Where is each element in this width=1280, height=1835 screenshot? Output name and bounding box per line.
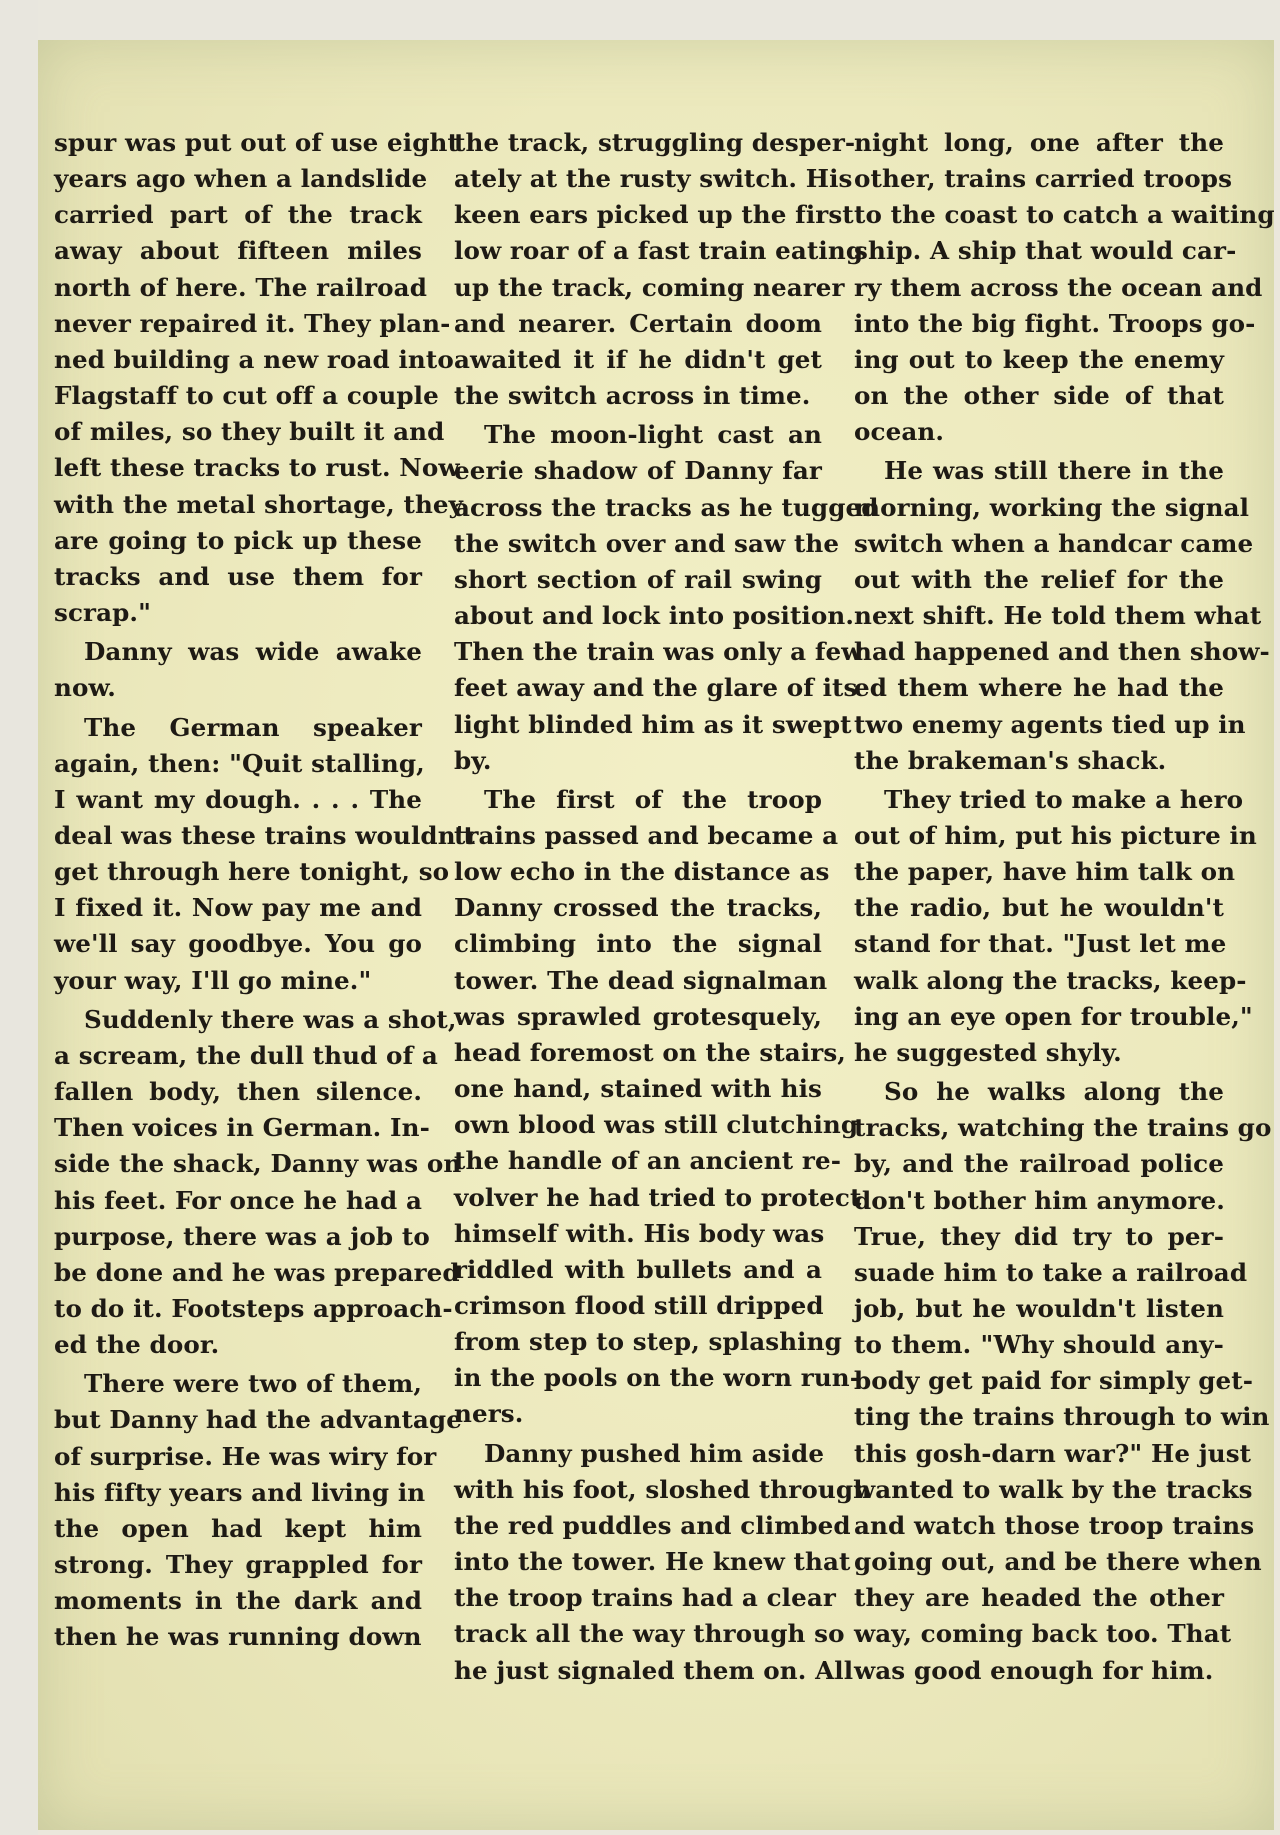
text-line: your way, I'll go mine." [54,965,372,995]
text-line: the track, struggling desper- [454,128,856,157]
text-line: walk along the tracks, keep- [854,965,1247,995]
paragraph [454,782,862,1433]
text-line: So he walks along the [884,1077,1224,1107]
text-line: his fifty years and living in [54,1477,426,1507]
text-line: north of here. The railroad [54,272,428,302]
text-line: the paper, have him talk on [854,857,1236,887]
text-line: keen ears picked up the first [454,200,854,230]
text-line: one hand, stained with his [454,1074,822,1104]
text-line: I want my dough. . . . The [54,784,422,814]
text-line: low roar of a fast train eating [454,236,864,266]
text-line: are going to pick up these [54,525,422,555]
paragraph [854,1074,1272,1689]
text-line: side the shack, Danny was on [54,1149,462,1179]
text-line: this gosh-darn war?" He just [854,1438,1252,1468]
text-line: again, then: "Quit stalling, [54,748,425,778]
text-line: track all the way through so [454,1619,845,1649]
text-line: a scream, the dull thud of a [54,1040,438,1070]
text-line: of surprise. He was wiry for [54,1441,437,1471]
text-line: going out, and be there when [854,1547,1262,1577]
text-line: riddled with bullets and a [454,1254,822,1284]
text-line: the radio, but he wouldn't [854,893,1224,923]
text-line: we'll say goodbye. You go [54,929,422,959]
text-line: the brakeman's shack. [854,745,1167,775]
text-line: with the metal shortage, they [54,489,464,519]
text-line: out with the relief for the [854,564,1224,594]
text-line: switch when a handcar came [854,528,1254,558]
paragraph [54,634,422,706]
text-line: ners. [454,1399,524,1429]
text-line: the red puddles and climbed [454,1510,851,1540]
text-line: away about fifteen miles [54,236,422,266]
text-line: suade him to take a railroad [854,1257,1248,1287]
text-line: low echo in the distance as [454,857,830,887]
text-line: Suddenly there was a shot, [84,1004,457,1034]
text-line: he suggested shyly. [854,1037,1122,1067]
paragraph [854,453,1270,778]
text-line: fallen body, then silence. [54,1077,422,1107]
text-line: the open had kept him [54,1513,422,1543]
paragraph [54,125,464,631]
text-line: Danny was wide awake [84,637,422,667]
text-line: to the coast to catch a waiting [854,200,1275,230]
text-line: ed the door. [54,1330,220,1360]
text-line: by. [454,745,492,775]
text-line: from step to step, splashing [454,1327,842,1357]
text-line: way, coming back too. That [854,1619,1232,1649]
text-line: tracks, watching the trains go [854,1113,1272,1143]
text-line: The first of the troop [484,784,822,814]
text-line: don't bother him anymore. [854,1185,1225,1215]
paragraph [454,125,864,414]
text-line: had happened and then show- [854,637,1270,667]
text-line: of miles, so they built it and [54,417,445,447]
text-line: the handle of an ancient re- [454,1146,842,1176]
text-line: and nearer. Certain doom [454,308,822,338]
text-column-1 [54,125,475,1659]
paragraph [454,1436,872,1689]
text-line: ocean. [854,417,945,447]
text-line: spur was put out of use eight [54,128,459,157]
text-line: tower. The dead signalman [454,965,828,995]
paragraph [54,1002,462,1364]
text-line: by, and the railroad police [854,1149,1224,1179]
text-line: volver he had tried to protect [454,1182,862,1212]
text-line: light blinded him as it swept [454,709,852,739]
text-line: They tried to make a hero [884,784,1244,814]
paragraph [854,782,1257,1071]
text-line: Danny pushed him aside [484,1438,825,1468]
text-line: head foremost on the stairs, [454,1037,846,1067]
text-line: I fixed it. Now pay me and [54,893,422,923]
text-line: awaited it if he didn't get [454,344,822,374]
text-line: years ago when a landslide [54,164,428,194]
scan-top-margin [0,0,1280,40]
text-line: but Danny had the advantage [54,1405,462,1435]
text-line: climbing into the signal [454,929,822,959]
text-line: and watch those troop trains [854,1510,1255,1540]
text-line: he just signaled them on. All [454,1655,854,1685]
text-line: out of him, put his picture in [854,820,1257,850]
text-line: to do it. Footsteps approach- [54,1294,453,1323]
text-line: moments in the dark and [54,1586,422,1616]
text-line: Flagstaff to cut off a couple [54,381,439,411]
text-line: on the other side of that [854,381,1224,411]
paragraph [854,125,1275,450]
text-line: carried part of the track [54,200,422,230]
text-line: morning, working the signal [854,492,1250,522]
text-line: Then the train was only a few [454,637,863,667]
text-line: True, they did try to per- [854,1221,1224,1251]
text-line: never repaired it. They plan- [54,308,451,338]
text-line: with his foot, sloshed through [454,1474,872,1504]
text-line: feet away and the glare of its [454,673,858,703]
text-column-3 [854,125,1275,1692]
text-line: they are headed the other [854,1583,1224,1613]
text-line: Then voices in German. In- [54,1113,430,1143]
text-column-2 [454,125,879,1692]
text-line: night long, one after the [854,128,1224,157]
paragraph [54,1366,462,1655]
text-line: stand for that. "Just let me [854,929,1227,959]
text-line: The German speaker [84,712,422,742]
text-line: short section of rail swing [454,564,822,594]
text-line: The moon-light cast an [484,420,822,450]
text-line: eerie shadow of Danny far [454,456,822,486]
text-line: was sprawled grotesquely, [454,1001,822,1031]
text-line: crimson flood still dripped [454,1291,824,1320]
text-line: ing out to keep the enemy [854,344,1224,374]
text-line: own blood was still clutching [454,1110,859,1140]
text-line: left these tracks to rust. Now [54,453,460,483]
text-line: body get paid for simply get- [854,1366,1254,1396]
text-line: the troop trains had a clear [454,1583,836,1613]
text-line: ship. A ship that would car- [854,236,1237,266]
scan-left-margin [0,0,38,1835]
text-line: get through here tonight, so [54,857,450,887]
text-line: to them. "Why should any- [854,1330,1224,1360]
text-line: his feet. For once he had a [54,1185,422,1215]
text-line: ately at the rusty switch. His [454,164,853,194]
text-line: the switch across in time. [454,381,811,411]
text-line: in the pools on the worn run- [454,1363,861,1393]
text-line: ry them across the ocean and [854,272,1263,302]
text-line: He was still there in the [884,456,1224,486]
text-line: into the big fight. Troops go- [854,308,1256,338]
text-line: into the tower. He knew that [454,1547,851,1577]
text-line: job, but he wouldn't listen [854,1294,1224,1323]
text-line: the switch over and saw the [454,528,840,558]
text-line: ned building a new road into [54,344,454,374]
text-line: up the track, coming nearer [454,272,845,302]
text-line: trains passed and became a [454,820,839,850]
paragraph [54,710,475,999]
text-line: next shift. He told them what [854,601,1262,631]
text-line: tracks and use them for [54,561,422,591]
text-line: himself with. His body was [454,1218,825,1248]
text-line: Danny crossed the tracks, [454,893,822,923]
text-line: ed them where he had the [854,673,1224,703]
text-line: ing an eye open for trouble," [854,1001,1253,1031]
text-line: be done and he was prepared [54,1257,460,1287]
text-line: then he was running down [54,1622,422,1652]
text-line: other, trains carried troops [854,164,1233,194]
text-line: across the tracks as he tugged [454,492,879,522]
paragraph [454,417,879,779]
text-line: ting the trains through to win [854,1402,1270,1432]
text-line: now. [54,673,116,703]
text-line: deal was these trains wouldn't [54,820,475,850]
text-line: wanted to walk by the tracks [854,1474,1253,1504]
text-line: about and lock into position. [454,601,855,631]
text-line: purpose, there was a job to [54,1221,430,1251]
text-line: two enemy agents tied up in [854,709,1246,739]
text-line: was good enough for him. [854,1655,1214,1685]
text-line: scrap." [54,598,151,628]
text-line: strong. They grappled for [54,1550,422,1580]
text-line: There were two of them, [84,1369,422,1399]
